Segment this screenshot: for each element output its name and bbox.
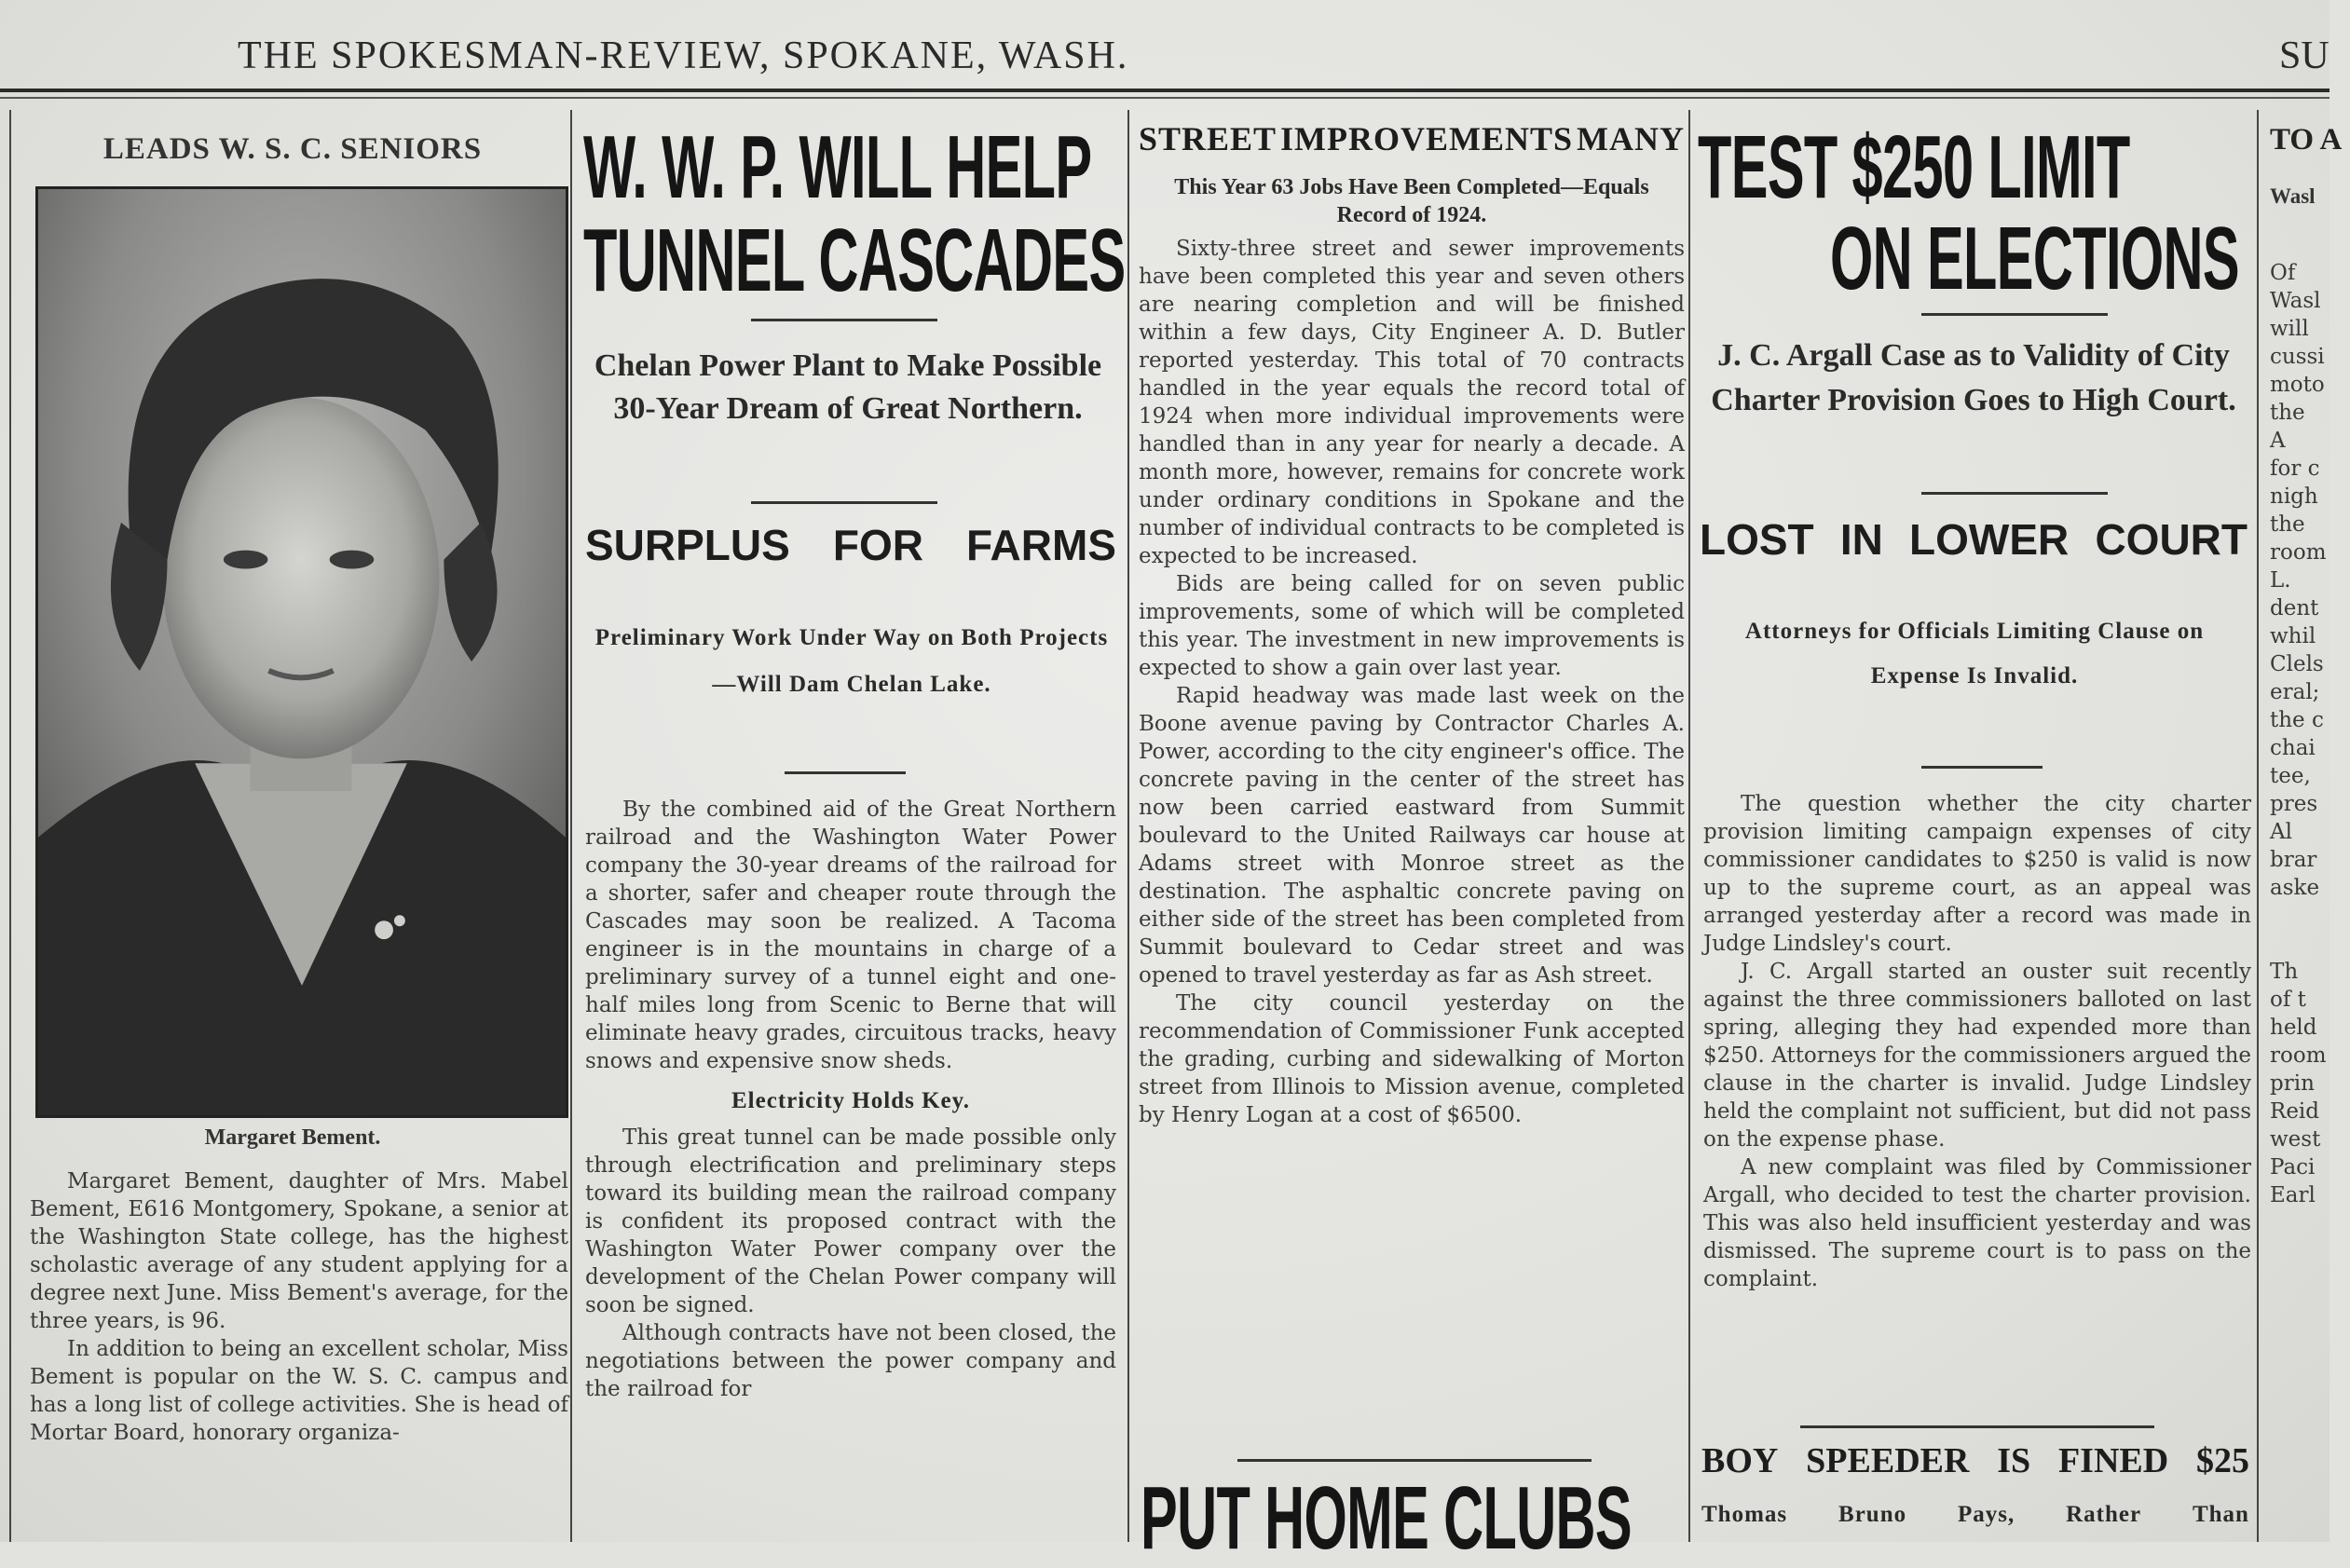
article-paragraph: The question whether the city charter provision limiting campaign expenses of city commissioner candidates to $250 is valid is now up to the supreme court, as an appeal was arranged yesterday after a record was made in Judge Lindsley's court. — [1703, 792, 2251, 956]
article-paragraph: A new complaint was filed by Commissioner Argall, who decided to test the charter provision. This was also held insufficient yesterday and was dismissed. The supreme court is to pass on the complaint. — [1703, 1155, 2251, 1291]
headline-word: IMPROVEMENTS — [1280, 120, 1574, 157]
divider — [785, 771, 906, 774]
line-fragment: for c — [2270, 457, 2320, 481]
line-fragment: prin — [2270, 1071, 2315, 1096]
line-fragment: the c — [2270, 708, 2324, 732]
portrait-photo — [35, 186, 568, 1118]
article-paragraph: In addition to being an excellent scholar, Miss Bement is popular on the W. S. C. campus and has a long list of college activities. She is head of Mortar Board, honorary organiza- — [30, 1337, 568, 1445]
headline — [1139, 119, 1685, 158]
headline-word: $25 — [2195, 1441, 2249, 1480]
subheadline-word: FARMS — [965, 521, 1116, 569]
line-fragment: eral; — [2270, 680, 2320, 704]
line-fragment: will — [2270, 317, 2309, 341]
article-paragraph: This great tunnel can be made possible only through electrification and preliminary steps toward its building mean the railroad company is confident its proposed contract with the Washington Water Power company over the development of the Chelan Power company will soon be signed. — [585, 1125, 1116, 1317]
line-fragment: room — [2270, 1043, 2327, 1068]
deck-word: Rather — [2066, 1502, 2142, 1527]
deck: Wasl — [2270, 184, 2316, 208]
headline-line: TUNNEL CASCADES — [583, 211, 1126, 310]
masthead — [0, 0, 2330, 89]
subheadline — [585, 520, 1116, 570]
line-fragment: Clels — [2270, 652, 2324, 676]
headline: TO A — [2270, 123, 2343, 157]
line-fragment: the — [2270, 401, 2305, 425]
line-fragment: held — [2270, 1016, 2317, 1040]
divider — [1237, 1459, 1592, 1462]
subheadline-word: LOWER — [1909, 515, 2070, 564]
subheadline-word: COURT — [2095, 515, 2248, 564]
article-body — [30, 1167, 568, 1447]
line-fragment: Al — [2270, 820, 2292, 844]
headline-word: IS — [1997, 1441, 2031, 1480]
line-fragment: nigh — [2270, 484, 2318, 509]
headline-word: BOY — [1701, 1441, 1779, 1480]
line-fragment: room — [2270, 540, 2327, 565]
column-rule — [570, 110, 572, 1542]
article-paragraph: Rapid headway was made last week on the Boone avenue paving by Contractor Charles A. Power, according to the city engineer's office. The concrete paving in the center of the street has now been carried eastward from Summit boulevard to the United Railways car house at Adams street with Monroe street as the destination. The asphaltic concrete paving on either side of the street has been completed from Summit boulevard to Cedar street and was opened to travel yesterday as far as Ash street. — [1139, 684, 1685, 988]
headline-line: TEST $250 LIMIT — [1698, 117, 2130, 217]
line-fragment: Th — [2270, 960, 2299, 984]
line-fragment: Wasl — [2270, 289, 2321, 313]
subheadline-word: IN — [1839, 515, 1883, 564]
deck-word: Pays, — [1957, 1502, 2015, 1527]
photo-caption: Margaret Bement. — [204, 1125, 381, 1150]
article-cut-off — [2262, 110, 2343, 1542]
article-heading: LEADS W. S. C. SENIORS — [102, 132, 483, 166]
line-fragment: the — [2270, 512, 2305, 537]
article-paragraph: By the combined aid of the Great Northern railroad and the Washington Water Power company the 30-year dreams of the railroad for a shorter, safer and cheaper route through the Cascades may soon be realized. A Tacoma engineer is in the mountains in charge of a preliminary survey of a tunnel eight and one-half miles long from Scenic to Berne that will eliminate heavy grades, circuitous tracks, heavy snows and expensive snow sheds. — [585, 798, 1116, 1073]
line-fragment: Paci — [2270, 1155, 2316, 1179]
article-body — [1139, 235, 1685, 1129]
crosshead: Electricity Holds Key. — [731, 1088, 970, 1113]
line-fragment — [2270, 902, 2335, 930]
line-fragment: west — [2270, 1127, 2321, 1152]
line-fragment: chai — [2270, 736, 2316, 760]
masthead-title: THE SPOKESMAN-REVIEW, SPOKANE, WASH. — [238, 34, 1129, 77]
article-test-limit — [1694, 110, 2253, 1542]
article-wwp-tunnel — [576, 110, 1126, 1542]
article-street-improvements — [1135, 110, 1685, 1568]
article-bement — [19, 110, 567, 1542]
line-fragment: cussi — [2270, 345, 2325, 369]
line-fragment: aske — [2270, 876, 2320, 900]
deck: Preliminary Work Under Way on Both Projects—Will Dam Chelan Lake. — [594, 625, 1109, 697]
headline — [1701, 1440, 2249, 1481]
article-body — [585, 796, 1116, 1403]
subheadline-word: SURPLUS — [585, 521, 790, 569]
deck-word: Thomas — [1701, 1502, 1788, 1527]
deck — [1701, 1502, 2249, 1528]
article-paragraph: J. C. Argall started an ouster suit recently against the three commissioners balloted on last spring, alleging they had expended more than $250. Attorneys for the commissioners argued the clause in the charter is invalid. Judge Lindsley held the complaint not sufficient, but did not pass on the expense phase. — [1703, 960, 2251, 1152]
column-rule — [1127, 110, 1129, 1542]
deck: Attorneys for Officials Limiting Clause on Expense Is Invalid. — [1744, 619, 2205, 689]
line-fragment: of t — [2270, 988, 2306, 1012]
article-paragraph: Sixty-three street and sewer improvements have been completed this year and seven others are nearing completion and will be finished within a few days, City Engineer A. D. Butler reported yesterday. This total of 70 contracts handled in the year equals the record total of 1924 when more individual improvements were handled than in any year for nearly a decade. A month more, however, remains for concrete work under ordinary conditions in Spokane and the number of individual contracts to be completed is expected to be increased. — [1139, 237, 1685, 568]
line-fragment: L. — [2270, 568, 2291, 593]
deck: This Year 63 Jobs Have Been Completed—Equals Record of 1924. — [1174, 175, 1649, 227]
headline-word: SPEEDER — [1806, 1441, 1970, 1480]
line-fragment: dent — [2270, 596, 2319, 620]
deck: Chelan Power Plant to Make Possible 30-Year Dream of Great Northern. — [594, 348, 1102, 426]
headline-line: ON ELECTIONS — [1830, 209, 2239, 308]
deck-word: Than — [2192, 1502, 2249, 1527]
line-fragment: tee, — [2270, 764, 2311, 788]
line-fragment: brar — [2270, 848, 2317, 872]
line-fragment: pres — [2270, 792, 2318, 816]
headline-line: W. W. P. WILL HELP — [583, 117, 1092, 217]
article-body — [2270, 259, 2335, 1209]
divider — [751, 501, 937, 504]
line-fragment — [2270, 930, 2335, 958]
masthead-rule-thin — [0, 97, 2330, 99]
headline: PUT HOME CLUBS — [1141, 1468, 1632, 1568]
article-paragraph: Margaret Bement, daughter of Mrs. Mabel Bement, E616 Montgomery, Spokane, a senior at the Washington State college, has the highest scholastic average of any student applying for a degree next June. Miss Bement's average, for the three years, is 96. — [30, 1169, 568, 1333]
divider — [1921, 766, 2043, 769]
line-fragment: whil — [2270, 624, 2316, 648]
divider — [1800, 1425, 2154, 1428]
line-fragment: Of — [2270, 261, 2296, 285]
line-fragment: Reid — [2270, 1099, 2320, 1124]
column-rule — [9, 110, 11, 1542]
article-paragraph: The city council yesterday on the recommendation of Commissioner Funk accepted the grading, curbing and sidewalking of Morton street from Illinois to Mission avenue, completed by Henry Logan at a cost of $6500. — [1139, 991, 1685, 1127]
column-rule — [2257, 110, 2259, 1542]
headline — [583, 117, 1138, 310]
article-paragraph: Bids are being called for on seven public improvements, some of which will be completed this year. The investment in new improvements is expected to show a gain over last year. — [1139, 572, 1685, 680]
divider — [1921, 492, 2108, 495]
headline-word: MANY — [1577, 120, 1685, 157]
article-paragraph: Although contracts have not been closed, the negotiations between the power company and the railroad for — [585, 1321, 1116, 1401]
subheadline — [1700, 514, 2248, 565]
headline-word: STREET — [1139, 120, 1277, 157]
headline-word: FINED — [2057, 1441, 2169, 1480]
divider — [1921, 313, 2108, 316]
divider — [751, 319, 937, 321]
column-rule — [1688, 110, 1690, 1542]
subheadline-word: LOST — [1700, 515, 1814, 564]
masthead-cut-text: SU — [2279, 34, 2330, 77]
deck-word: Bruno — [1838, 1502, 1907, 1527]
deck: J. C. Argall Case as to Validity of City Charter Provision Goes to High Court. — [1711, 338, 2236, 417]
line-fragment: A — [2270, 429, 2286, 453]
article-body — [1703, 790, 2251, 1293]
portrait-image — [38, 189, 566, 1115]
masthead-rule — [0, 89, 2330, 92]
subheadline-word: FOR — [832, 521, 923, 569]
line-fragment: moto — [2270, 373, 2325, 397]
line-fragment: Earl — [2270, 1183, 2316, 1207]
